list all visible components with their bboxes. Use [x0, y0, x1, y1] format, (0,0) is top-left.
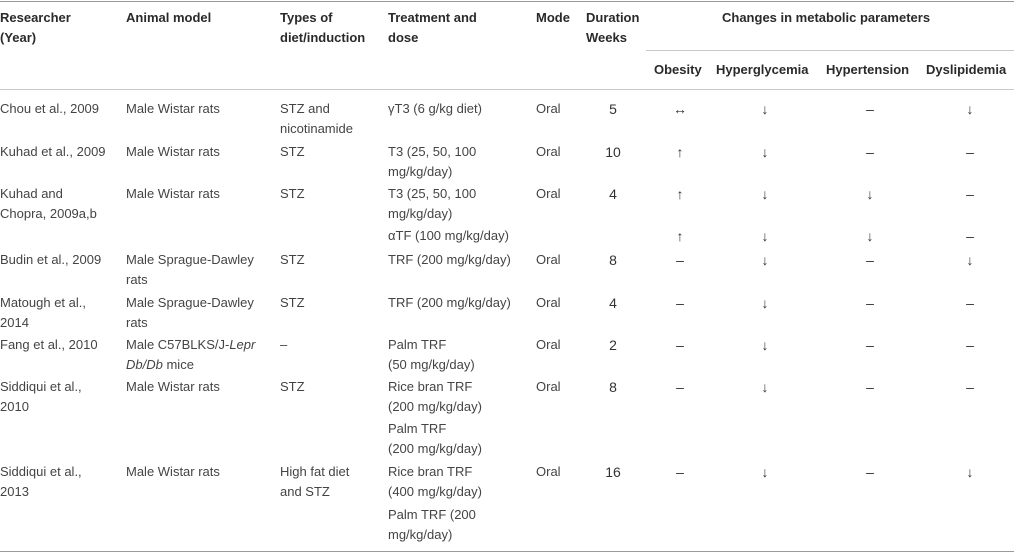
cell-animal: rats	[126, 315, 148, 330]
cell-treatment: T3 (25, 50, 100	[388, 144, 477, 159]
cell-animal: Male Wistar rats	[126, 464, 220, 479]
header-treatment-line2: dose	[388, 30, 419, 45]
header-dyslipidemia: Dyslipidemia	[926, 62, 1007, 77]
hyperglycemia-change-icon: ↓	[761, 379, 769, 395]
cell-researcher: Siddiqui et al.,	[0, 464, 82, 479]
header-researcher-line1: Researcher	[0, 10, 71, 25]
dyslipidemia-change-icon: –	[966, 228, 974, 244]
hypertension-change-icon: –	[866, 464, 874, 480]
cell-duration: 5	[609, 101, 617, 117]
header-duration-line1: Duration	[586, 10, 640, 25]
cell-researcher: Kuhad et al., 2009	[0, 144, 106, 159]
header-hypertension: Hypertension	[826, 62, 910, 77]
cell-treatment: Rice bran TRF	[388, 464, 473, 479]
dyslipidemia-change-icon: ↓	[966, 252, 974, 268]
cell-duration: 8	[609, 252, 617, 268]
cell-treatment: mg/kg/day)	[388, 164, 453, 179]
hypertension-change-icon: ↓	[866, 228, 874, 244]
cell-treatment: Palm TRF	[388, 337, 447, 352]
cell-mode: Oral	[536, 464, 561, 479]
hypertension-change-icon: –	[866, 101, 874, 117]
cell-researcher: Chou et al., 2009	[0, 101, 100, 116]
cell-treatment: T3 (25, 50, 100	[388, 186, 477, 201]
cell-diet: STZ and	[280, 101, 330, 116]
cell-diet: and STZ	[280, 484, 330, 499]
changes-header-rule	[646, 50, 1014, 51]
cell-researcher: 2014	[0, 315, 29, 330]
cell-treatment: Rice bran TRF	[388, 379, 473, 394]
cell-diet: STZ	[280, 186, 305, 201]
cell-duration: 10	[605, 144, 621, 160]
hyperglycemia-change-icon: ↓	[761, 228, 769, 244]
cell-researcher: 2010	[0, 399, 29, 414]
obesity-change-icon: –	[676, 379, 684, 395]
cell-animal: Male Wistar rats	[126, 379, 220, 394]
cell-mode: Oral	[536, 337, 561, 352]
obesity-change-icon: –	[676, 295, 684, 311]
hypertension-change-icon: –	[866, 379, 874, 395]
obesity-change-icon: ↔	[673, 101, 687, 117]
cell-treatment: mg/kg/day)	[388, 206, 453, 221]
obesity-change-icon: –	[676, 252, 684, 268]
dyslipidemia-change-icon: –	[966, 144, 974, 160]
cell-treatment: Palm TRF	[388, 421, 447, 436]
cell-mode: Oral	[536, 379, 561, 394]
hypertension-change-icon: –	[866, 252, 874, 268]
dyslipidemia-change-icon: –	[966, 186, 974, 202]
header-mode: Mode	[536, 10, 570, 25]
cell-treatment: αTF (100 mg/kg/day)	[388, 228, 509, 243]
cell-researcher: 2013	[0, 484, 29, 499]
cell-animal: Male Wistar rats	[126, 186, 220, 201]
cell-animal: Male C57BLKS/J-Lepr	[126, 337, 256, 352]
hypertension-change-icon: ↓	[866, 186, 874, 202]
header-duration-line2: Weeks	[586, 30, 627, 45]
cell-researcher: Siddiqui et al.,	[0, 379, 82, 394]
hypertension-change-icon: –	[866, 337, 874, 353]
cell-researcher: Kuhad and	[0, 186, 63, 201]
cell-animal: Male Wistar rats	[126, 101, 220, 116]
header-researcher-line2: (Year)	[0, 30, 37, 45]
cell-mode: Oral	[536, 101, 561, 116]
cell-animal: Male Sprague-Dawley	[126, 295, 254, 310]
table-bottom-rule	[0, 551, 1014, 552]
dyslipidemia-change-icon: ↓	[966, 464, 974, 480]
hyperglycemia-change-icon: ↓	[761, 186, 769, 202]
cell-treatment: Palm TRF (200	[388, 507, 476, 522]
cell-researcher: Fang et al., 2010	[0, 337, 98, 352]
obesity-change-icon: –	[676, 337, 684, 353]
cell-mode: Oral	[536, 252, 561, 267]
dyslipidemia-change-icon: –	[966, 337, 974, 353]
hyperglycemia-change-icon: ↓	[761, 464, 769, 480]
cell-researcher: Budin et al., 2009	[0, 252, 102, 267]
cell-duration: 4	[609, 295, 617, 311]
header-changes: Changes in metabolic parameters	[722, 10, 931, 25]
hyperglycemia-change-icon: ↓	[761, 295, 769, 311]
header-diet-line2: diet/induction	[280, 30, 366, 45]
cell-treatment: (400 mg/kg/day)	[388, 484, 482, 499]
dyslipidemia-change-icon: –	[966, 295, 974, 311]
cell-researcher: Matough et al.,	[0, 295, 86, 310]
cell-treatment: γT3 (6 g/kg diet)	[388, 101, 482, 116]
obesity-change-icon: ↑	[676, 144, 684, 160]
cell-treatment: mg/kg/day)	[388, 527, 453, 542]
cell-researcher: Chopra, 2009a,b	[0, 206, 97, 221]
cell-treatment: TRF (200 mg/kg/day)	[388, 295, 511, 310]
header-diet-line1: Types of	[280, 10, 333, 25]
cell-treatment: (50 mg/kg/day)	[388, 357, 475, 372]
obesity-change-icon: ↑	[676, 186, 684, 202]
cell-mode: Oral	[536, 295, 561, 310]
cell-mode: Oral	[536, 186, 561, 201]
cell-treatment: (200 mg/kg/day)	[388, 441, 482, 456]
hyperglycemia-change-icon: ↓	[761, 144, 769, 160]
cell-treatment: (200 mg/kg/day)	[388, 399, 482, 414]
obesity-change-icon: –	[676, 464, 684, 480]
cell-duration: 16	[605, 464, 621, 480]
table-top-rule	[0, 1, 1014, 2]
cell-diet: STZ	[280, 144, 305, 159]
cell-duration: 2	[609, 337, 617, 353]
header-obesity: Obesity	[654, 62, 702, 77]
hyperglycemia-change-icon: ↓	[761, 337, 769, 353]
cell-treatment: TRF (200 mg/kg/day)	[388, 252, 511, 267]
hypertension-change-icon: –	[866, 295, 874, 311]
header-bottom-rule	[0, 89, 1014, 90]
cell-animal: Male Sprague-Dawley	[126, 252, 254, 267]
cell-diet: STZ	[280, 379, 305, 394]
obesity-change-icon: ↑	[676, 228, 684, 244]
hyperglycemia-change-icon: ↓	[761, 252, 769, 268]
cell-diet: nicotinamide	[280, 121, 353, 136]
hypertension-change-icon: –	[866, 144, 874, 160]
header-hyperglycemia: Hyperglycemia	[716, 62, 809, 77]
dyslipidemia-change-icon: ↓	[966, 101, 974, 117]
cell-mode: Oral	[536, 144, 561, 159]
header-animal: Animal model	[126, 10, 212, 25]
dyslipidemia-change-icon: –	[966, 379, 974, 395]
cell-diet: STZ	[280, 252, 305, 267]
cell-diet: STZ	[280, 295, 305, 310]
header-treatment-line1: Treatment and	[388, 10, 477, 25]
cell-diet: –	[280, 337, 288, 352]
cell-animal: Male Wistar rats	[126, 144, 220, 159]
cell-animal: Db/Db mice	[126, 357, 194, 372]
cell-duration: 4	[609, 186, 617, 202]
cell-duration: 8	[609, 379, 617, 395]
cell-diet: High fat diet	[280, 464, 350, 479]
cell-animal: rats	[126, 272, 148, 287]
hyperglycemia-change-icon: ↓	[761, 101, 769, 117]
